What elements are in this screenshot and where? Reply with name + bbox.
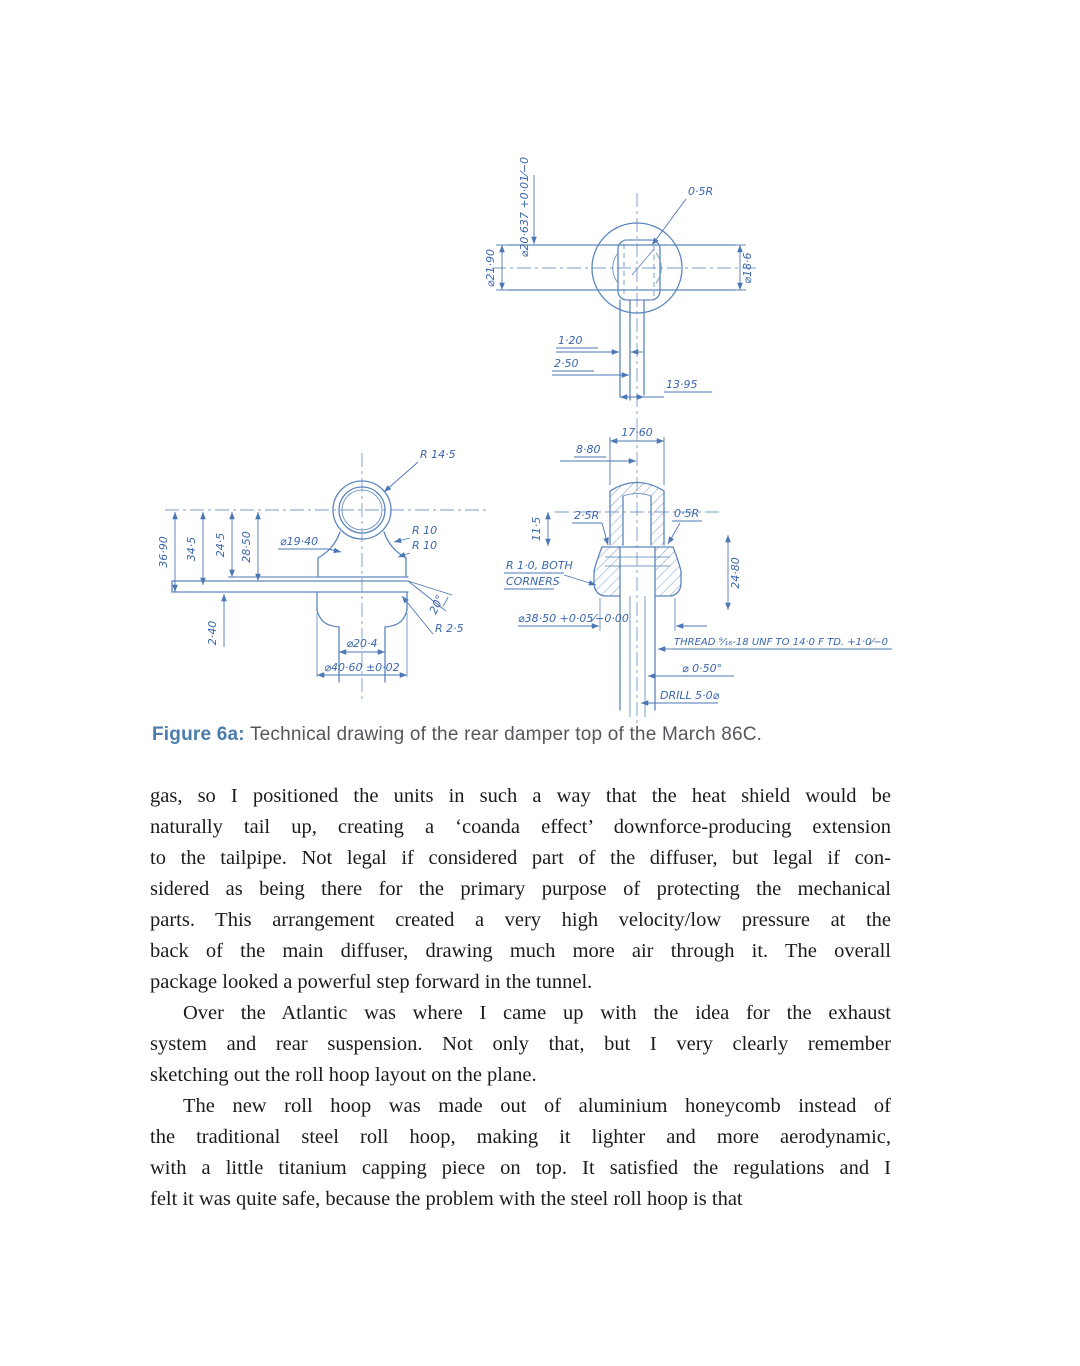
body-text-line: gas, so I positioned the units in such a way that the heat shield would be [150, 785, 891, 807]
dimension-label: 0·5R [688, 185, 714, 198]
plan-view [484, 157, 758, 427]
dimension-label: ⌀38·50 +0·05⁄−0·00 [518, 612, 629, 625]
body-text-line: parts. This arrangement created a very high velocity/low pressure at the [150, 909, 891, 931]
dimension-label: R 2·5 [435, 622, 464, 635]
dimension-label: 36·90 [157, 536, 170, 568]
dimension-label: 8·80 [576, 443, 601, 456]
body-text-line: back of the main diffuser, drawing much more air through it. The overall [150, 940, 891, 962]
side-elevation-view [157, 448, 490, 701]
dimension-label: 1·20 [558, 334, 583, 347]
dimension-label: 11·5 [530, 516, 543, 542]
body-text-line: the traditional steel roll hoop, making it lighter and more aerodynamic, [150, 1126, 891, 1148]
dimension-label: 2·50 [554, 357, 579, 370]
dimension-label: R 1·0, BOTH [506, 559, 573, 572]
dimension-label: ⌀40·60 ±0·02 [324, 661, 400, 674]
body-text-line: to the tailpipe. Not legal if considered part of the diffuser, but legal if con- [150, 847, 891, 869]
drill-note: DRILL 5·0⌀ [660, 689, 720, 702]
thread-note: THREAD ⁹⁄₁₆-18 UNF TO 14·0 F TD. +1·0⁄−0 [674, 637, 888, 648]
body-text-line: naturally tail up, creating a ‘coanda effect’ downforce-producing extension [150, 816, 891, 838]
dimension-label: 17·60 [621, 426, 653, 439]
body-text-line: sidered as being there for the primary purpose of protecting the mechanical [150, 878, 891, 900]
body-text-line: Over the Atlantic was where I came up with the idea for the exhaust [183, 1002, 891, 1024]
dimension-label: ⌀ 0·50° [682, 662, 723, 675]
dimension-label: R 14·5 [420, 448, 456, 461]
body-text-line: with a little titanium capping piece on top. It satisfied the regulations and I [150, 1157, 891, 1179]
body-text-line: system and rear suspension. Not only that, but I very clearly remember [150, 1033, 891, 1055]
dimension-label: 24·5 [214, 532, 227, 558]
dimension-label: CORNERS [506, 575, 560, 588]
body-text-line: The new roll hoop was made out of aluminium honeycomb instead of [183, 1095, 891, 1117]
figure-caption-label: Figure 6a: [152, 724, 245, 745]
body-text-line: package looked a powerful step forward in the tunnel. [150, 971, 593, 993]
dimension-label: ⌀21·90 [484, 248, 497, 288]
technical-drawing-figure [150, 145, 950, 725]
dimension-label: ⌀18·6 [741, 252, 754, 284]
body-text-line: felt it was quite safe, because the problem with the steel roll hoop is that [150, 1188, 743, 1210]
figure-caption-text: Technical drawing of the rear damper top of the March 86C. [249, 724, 763, 745]
dimension-label: 28·50 [240, 531, 253, 563]
dimension-label: 2·40 [206, 620, 219, 646]
section-view [504, 426, 892, 723]
dimension-label: R 10 [412, 539, 438, 552]
dimension-label: 0·5R [674, 507, 700, 520]
dimension-label: 24·80 [729, 557, 742, 589]
body-text-line: sketching out the roll hoop layout on the plane. [150, 1064, 537, 1086]
dimension-label: ⌀20·4 [346, 637, 378, 650]
figure-caption [152, 724, 762, 746]
dimension-label: 34·5 [185, 536, 198, 562]
dimension-label: 13·95 [666, 378, 698, 391]
dimension-label: ⌀20·637 +0·01⁄−0 [518, 156, 531, 258]
dimension-label: 2·5R [574, 509, 600, 522]
body-text [150, 781, 891, 1215]
dimension-label: 20° [426, 592, 447, 617]
dimension-label: R 10 [412, 524, 438, 537]
dimension-label: ⌀19·40 [280, 535, 319, 548]
